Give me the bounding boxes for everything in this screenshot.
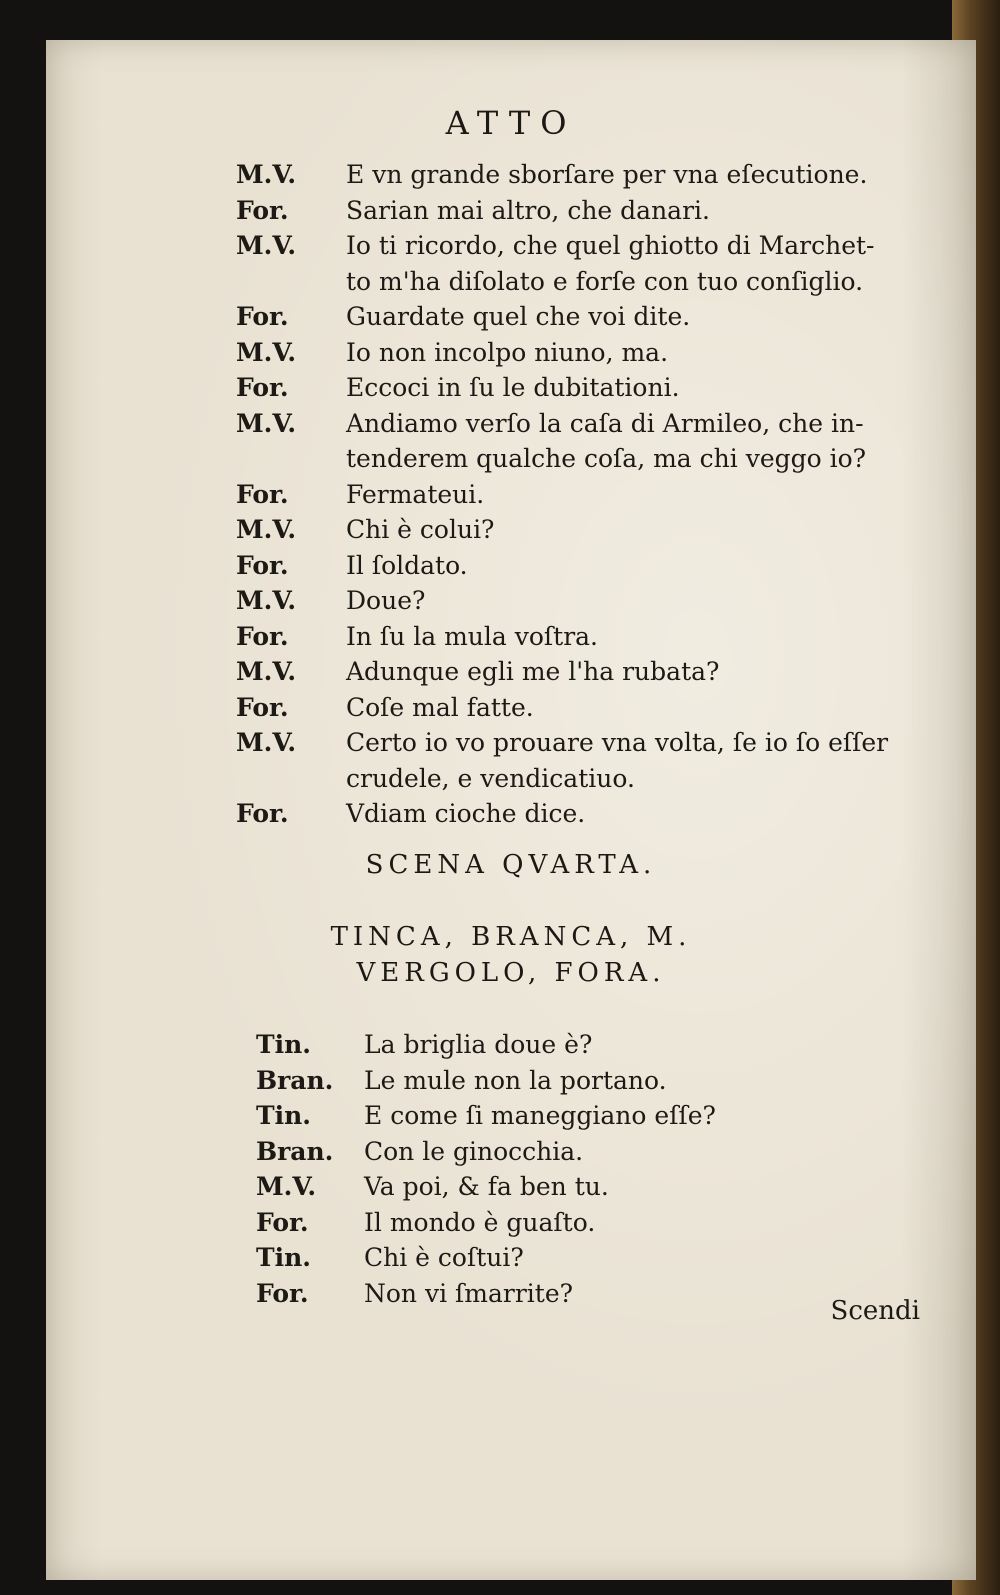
dialogue-text: Adunque egli me l'ha rubata? <box>346 657 720 686</box>
speaker-label: M.V. <box>236 408 297 438</box>
dialogue-line <box>46 657 976 693</box>
dialogue-line <box>46 1030 976 1066</box>
dialogue-line <box>46 231 976 267</box>
dialogue-line <box>46 373 976 409</box>
dialogue-text: Chi è colui? <box>346 515 495 544</box>
dialogue-text: Sarian mai altro, che danari. <box>346 195 710 225</box>
book-page <box>46 40 976 1580</box>
speaker-label: For. <box>256 1278 309 1308</box>
dialogue-text: crudele, e vendicatiuo. <box>346 763 635 793</box>
speaker-label: Tin. <box>256 1101 311 1130</box>
dialogue-text: Va poi, & fa ben tu. <box>364 1172 609 1201</box>
catchword: Scendi <box>830 1296 920 1326</box>
speaker-label: For. <box>236 302 289 331</box>
speaker-label: M.V. <box>236 586 297 615</box>
dialogue-text: In ſu la mula voſtra. <box>346 621 599 651</box>
dialogue-line <box>46 728 976 764</box>
dialogue-line <box>46 409 976 445</box>
dialogue-text: Non vi ſmarrite? <box>364 1278 574 1308</box>
dialogue-line <box>46 586 976 622</box>
dialogue-line <box>46 622 976 658</box>
dialogue-line <box>46 302 976 338</box>
dialogue-line <box>46 1243 976 1279</box>
dialogue-text: Le mule non la portano. <box>364 1065 667 1095</box>
dialogue-text: E come ſi maneggiano eſſe? <box>364 1101 716 1130</box>
dialogue-line <box>46 551 976 587</box>
dialogue-text: Con le ginocchia. <box>364 1136 584 1166</box>
scene-title: SCENA QVARTA. <box>365 850 657 880</box>
dialogue-text: Il mondo è guaſto. <box>364 1207 596 1237</box>
dialogue-line <box>46 515 976 551</box>
speaker-label: M.V. <box>236 231 297 260</box>
speaker-label: M.V. <box>236 657 297 686</box>
dialogue-line <box>46 1101 976 1137</box>
dialogue-block <box>46 160 976 835</box>
dialogue-text: Io ti ricordo, che quel ghiotto di Marchet- <box>346 231 875 260</box>
dialogue-text: Vdiam cioche dice. <box>346 799 586 828</box>
dialogue-line <box>46 799 976 835</box>
speaker-label: For. <box>236 621 289 651</box>
dialogue-line <box>46 480 976 516</box>
dialogue-text: Fermateui. <box>346 479 485 509</box>
speaker-label: For. <box>236 373 289 402</box>
speaker-label: For. <box>256 1207 309 1237</box>
dialogue-text: Coſe mal fatte. <box>346 692 534 722</box>
speaker-label: M.V. <box>236 515 297 544</box>
speaker-label: M.V. <box>256 1172 317 1201</box>
dialogue-line <box>46 1172 976 1208</box>
dialogue-text: tenderem qualche coſa, ma chi veggo io? <box>346 444 867 473</box>
speaker-label: M.V. <box>236 337 297 367</box>
dialogue-text: La briglia doue è? <box>364 1030 593 1059</box>
speaker-label: Bran. <box>256 1136 334 1166</box>
dialogue-text: Certo io vo prouare vna volta, ſe io ſo eſſer <box>346 728 889 757</box>
speaker-label: For. <box>236 195 289 225</box>
speaker-label: For. <box>236 799 289 828</box>
speaker-label: M.V. <box>236 160 297 189</box>
dialogue-text: Andiamo verſo la caſa di Armileo, che in- <box>346 408 864 438</box>
page-header: ATTO <box>445 104 577 142</box>
cast-line-1: TINCA, BRANCA, M. <box>330 922 692 952</box>
dialogue-text: to m'ha diſolato e forſe con tuo conſiglio. <box>346 266 864 296</box>
speaker-label: Tin. <box>256 1243 311 1272</box>
speaker-label: Bran. <box>256 1065 334 1095</box>
dialogue-line <box>46 444 976 480</box>
dialogue-line <box>46 693 976 729</box>
speaker-label: M.V. <box>236 728 297 757</box>
dialogue-text: Doue? <box>346 586 426 615</box>
speaker-label: Tin. <box>256 1030 311 1059</box>
dialogue-text: Eccoci in ſu le dubitationi. <box>346 373 680 402</box>
dialogue-line <box>46 338 976 374</box>
dialogue-block-2 <box>46 1030 976 1314</box>
dialogue-line <box>46 160 976 196</box>
dialogue-line <box>46 196 976 232</box>
speaker-label: For. <box>236 550 289 580</box>
dialogue-text: Chi è coſtui? <box>364 1243 524 1272</box>
speaker-label: For. <box>236 692 289 722</box>
dialogue-text: Guardate quel che voi dite. <box>346 302 691 331</box>
dialogue-text: Io non incolpo niuno, ma. <box>346 337 669 367</box>
cast-line-2: VERGOLO, FORA. <box>356 958 666 988</box>
speaker-label: For. <box>236 479 289 509</box>
dialogue-line <box>46 1066 976 1102</box>
dialogue-text: E vn grande sborſare per vna eſecutione. <box>346 160 868 189</box>
dialogue-line <box>46 764 976 800</box>
dialogue-line <box>46 1137 976 1173</box>
dialogue-line <box>46 267 976 303</box>
dialogue-line <box>46 1208 976 1244</box>
dialogue-text: Il ſoldato. <box>346 550 468 580</box>
